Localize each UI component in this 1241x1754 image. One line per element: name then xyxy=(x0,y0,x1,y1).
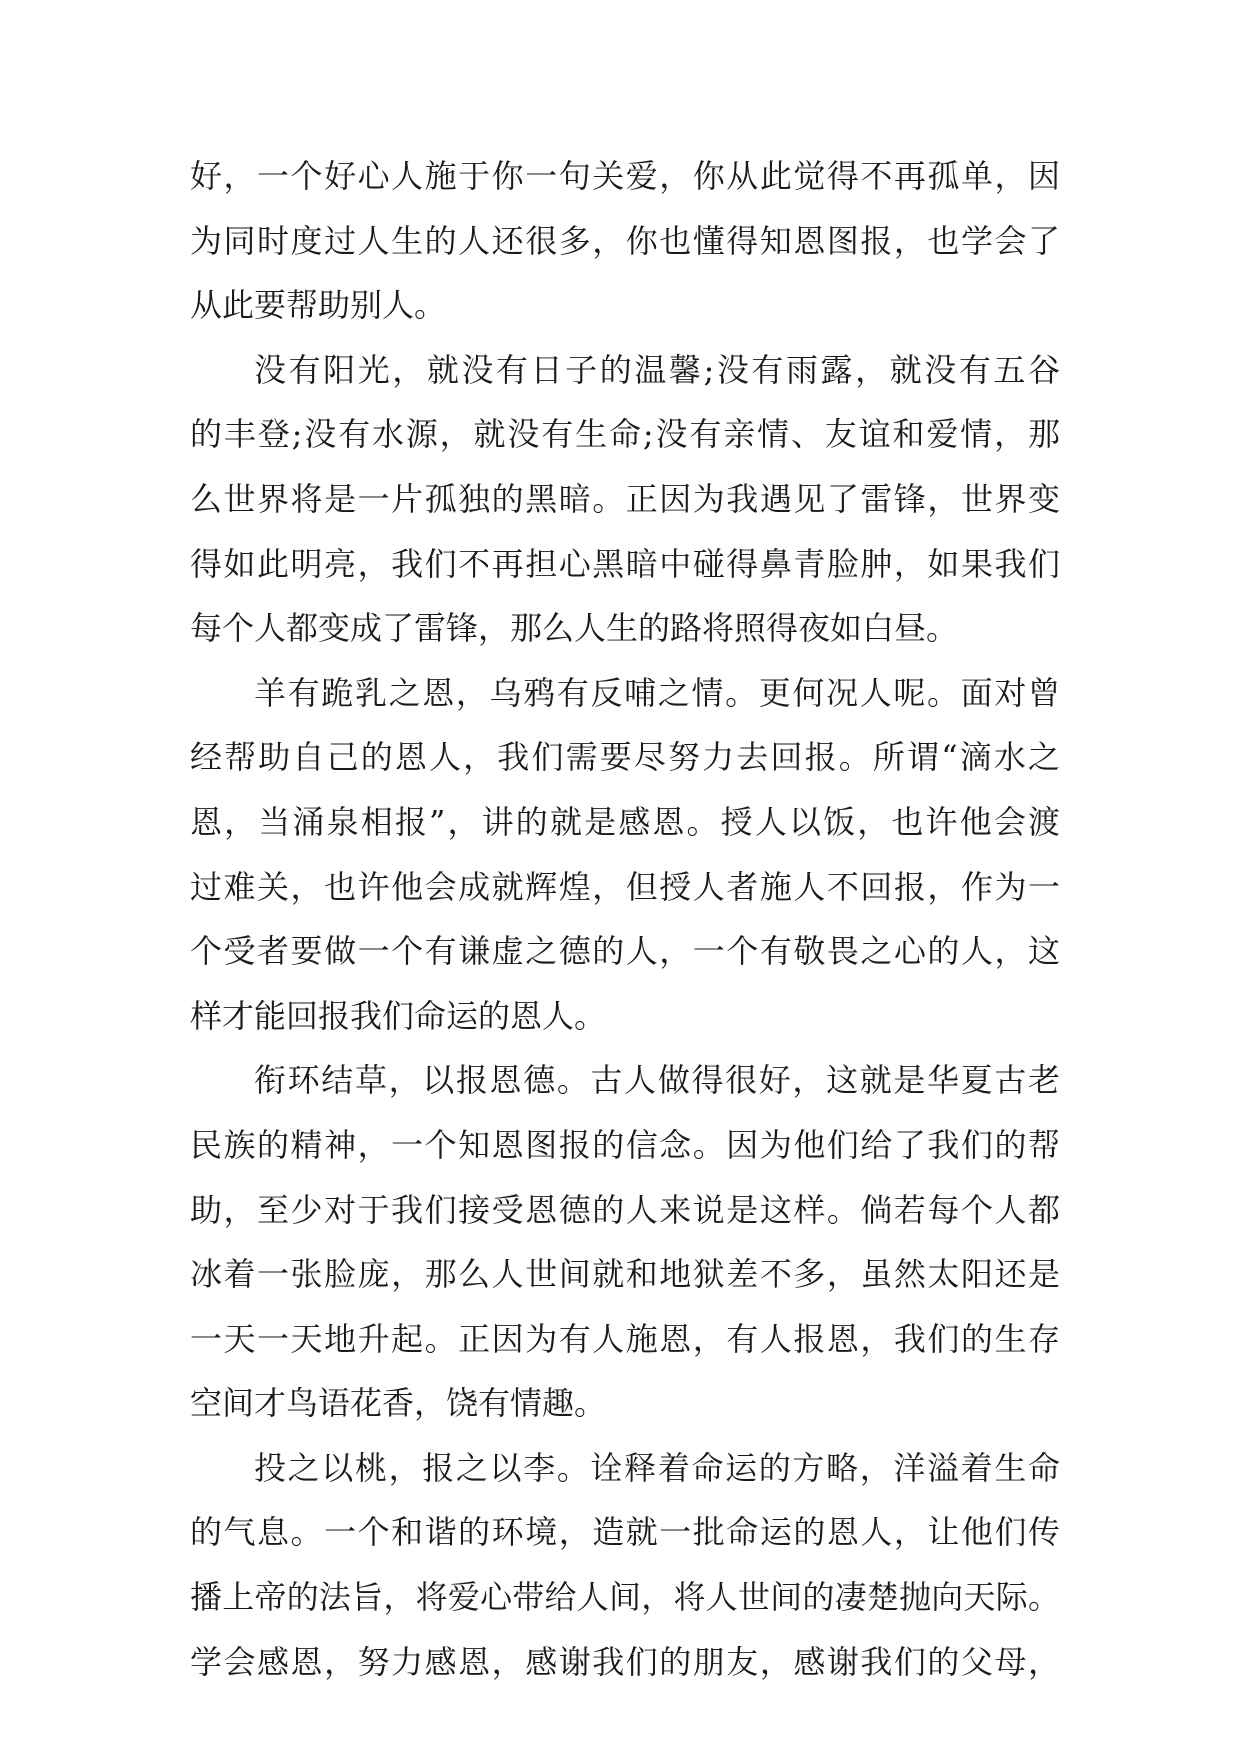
text-line: 从此要帮助别人。 xyxy=(190,286,447,325)
text-line: 空间才鸟语花香，饶有情趣。 xyxy=(190,1384,607,1423)
paragraph-5 xyxy=(190,1436,1060,1694)
text-line: 播上帝的法旨，将爱心带给人间，将人世间的凄楚抛向天际。 xyxy=(190,1578,1060,1617)
document-page xyxy=(190,144,1060,1694)
text-line: 民族的精神，一个知恩图报的信念。因为他们给了我们的帮 xyxy=(190,1125,1060,1164)
text-line: 恩，当涌泉相报”，讲的就是感恩。授人以饭，也许他会渡 xyxy=(190,802,1060,841)
text-line: 衔环结草，以报恩德。古人做得很好，这就是华夏古老 xyxy=(254,1061,1060,1100)
text-line: 样才能回报我们命运的恩人。 xyxy=(190,996,607,1035)
paragraph-2 xyxy=(190,338,1060,661)
text-line: 学会感恩，努力感恩，感谢我们的朋友，感谢我们的父母， xyxy=(190,1642,1060,1681)
text-line: 过难关，也许他会成就辉煌，但授人者施人不回报，作为一 xyxy=(190,867,1060,906)
text-line: 没有阳光，就没有日子的温馨;没有雨露，就没有五谷 xyxy=(254,350,1060,389)
text-line: 羊有跪乳之恩，乌鸦有反哺之情。更何况人呢。面对曾 xyxy=(254,673,1060,712)
text-line: 得如此明亮，我们不再担心黑暗中碰得鼻青脸肿，如果我们 xyxy=(190,544,1060,583)
text-line: 个受者要做一个有谦虚之德的人，一个有敬畏之心的人，这 xyxy=(190,932,1060,971)
text-line: 为同时度过人生的人还很多，你也懂得知恩图报，也学会了 xyxy=(190,221,1060,260)
text-line: 投之以桃，报之以李。诠释着命运的方略，洋溢着生命 xyxy=(254,1448,1060,1487)
text-line: 好，一个好心人施于你一句关爱，你从此觉得不再孤单，因 xyxy=(190,157,1060,195)
paragraph-4 xyxy=(190,1048,1060,1436)
text-line: 每个人都变成了雷锋，那么人生的路将照得夜如白昼。 xyxy=(190,609,959,648)
paragraph-3 xyxy=(190,661,1060,1049)
text-line: 助，至少对于我们接受恩德的人来说是这样。倘若每个人都 xyxy=(190,1190,1060,1229)
text-line: 冰着一张脸庞，那么人世间就和地狱差不多，虽然太阳还是 xyxy=(190,1255,1060,1294)
paragraph-1 xyxy=(190,144,1060,338)
text-line: 一天一天地升起。正因为有人施恩，有人报恩，我们的生存 xyxy=(190,1319,1060,1358)
text-line: 的气息。一个和谐的环境，造就一批命运的恩人，让他们传 xyxy=(190,1513,1060,1552)
text-line: 的丰登;没有水源，就没有生命;没有亲情、友谊和爱情，那 xyxy=(190,415,1060,454)
text-line: 经帮助自己的恩人，我们需要尽努力去回报。所谓“滴水之 xyxy=(190,738,1060,777)
text-line: 么世界将是一片孤独的黑暗。正因为我遇见了雷锋，世界变 xyxy=(190,479,1060,518)
